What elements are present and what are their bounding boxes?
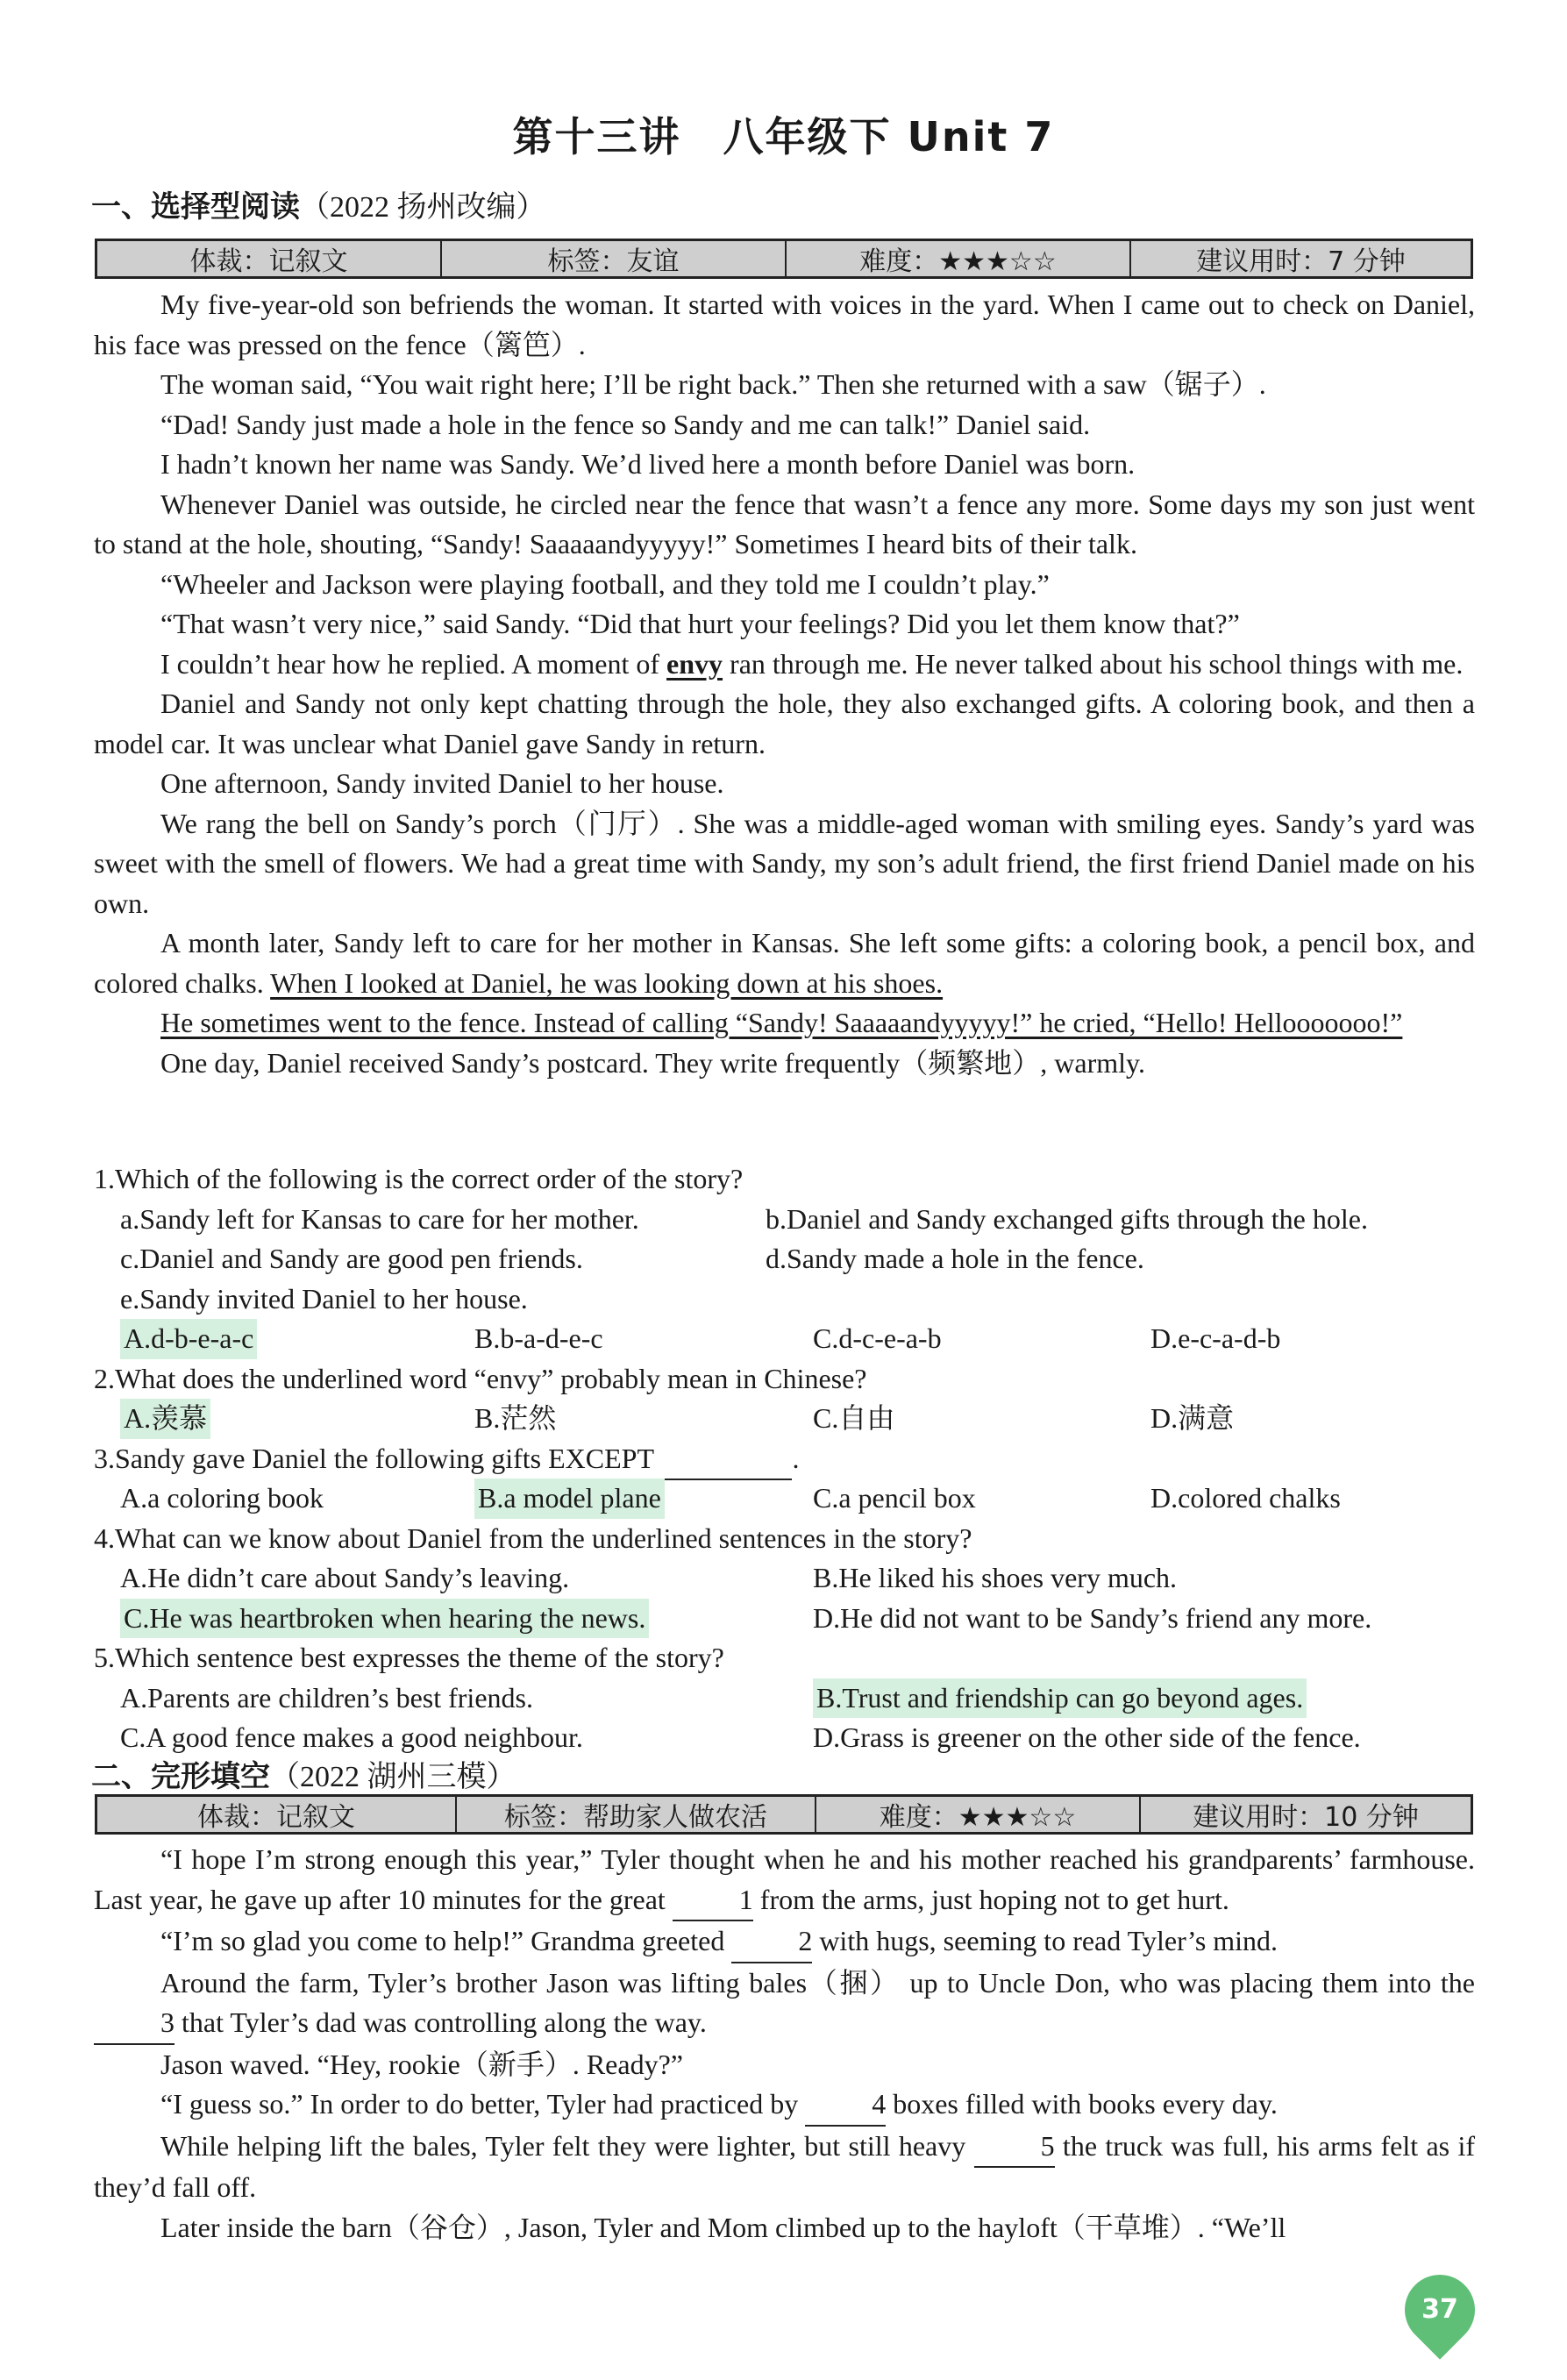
cloze-text: the truck was full, his arms felt as if they’d fall off. [94,2129,1476,2203]
genre-cell: 体裁：记叙文 [97,1797,457,1832]
cloze-text: that Tyler’s dad was controlling along the way. [175,2006,707,2038]
section-1-heading-text: 一、选择型阅读 [91,189,300,224]
q4-option-b[interactable]: B.He liked his shoes very much. [813,1562,1178,1593]
event-b: b.Daniel and Sandy exchanged gifts through the hole. [766,1202,1368,1235]
question-stem: 4.What can we know about Daniel from the underlined sentences in the story? [94,1521,972,1554]
underlined-word-envy: envy [666,647,723,680]
section-1-infobar [95,239,1473,279]
q2-option-a[interactable]: A.羡慕 [120,1399,210,1439]
q2-option-d[interactable]: D.满意 [1150,1402,1235,1434]
event-d: d.Sandy made a hole in the fence. [766,1243,1144,1274]
question-stem: 3.Sandy gave Daniel the following gifts EXCEPT [94,1442,654,1474]
difficulty-cell: 难度：★★★☆☆ [787,241,1131,276]
question-stem: 2.What does the underlined word “envy” probably mean in Chinese? [94,1362,867,1394]
passage-paragraph [94,923,1475,1003]
section-1-heading [91,182,546,225]
passage-paragraph: Daniel and Sandy not only kept chatting through the hole, they also exchanged gifts. A coloring book, and then a model car. It was unclear what Daniel gave Sandy in return. [94,688,1475,759]
cloze-paragraph [94,1921,1475,1963]
answer-blank [660,1439,792,1481]
tag-cell: 标签：帮助家人做农活 [457,1797,816,1832]
reading-passage [94,285,1475,1083]
passage-paragraph: We rang the bell on Sandy’s porch（门厅）. She was a middle-aged woman with smiling eyes. Sandy’s yard was sweet with the smell of flowers. We had a great time with Sandy, my son’s adult friend, the first friend Daniel made on his own. [94,807,1475,919]
page-number-badge [1390,2260,1489,2359]
passage-text: A month later, Sandy left to care for her mother in Kansas. She left some gifts: a coloring book, a pencil box, and colored chalks. [94,927,1475,999]
event-c: c.Daniel and Sandy are good pen friends. [120,1243,583,1274]
cloze-text: from the arms, just hoping not to get hurt. [752,1883,1229,1915]
q5-option-c[interactable]: C.A good fence makes a good neighbour. [120,1721,583,1753]
time-cell: 建议用时：7 分钟 [1196,246,1406,277]
cloze-paragraph [94,2127,1475,2208]
q3-option-b[interactable]: B.a model plane [474,1479,665,1519]
cloze-text: While helping lift the bales, Tyler felt they were lighter, but still heavy [160,2129,974,2162]
questions-block: 1.Which of the following is the correct order of the story? a.Sandy left for Kansas to care for her mother. b.Daniel and Sandy exchanged gifts through the hole. c.Daniel and Sandy are good pen friends. d.Sandy made a hole in the fence. e.Sandy invited Daniel to her house. A.d-b-e-a-c B.b-a-d-e-c C.d-c-e-a-b D.e-c-a-d-b 2.What does the underlined word “envy” probably mean in Chinese? A.羡慕 B.茫然 C.自由 D.满意 3.Sandy gave Daniel the following gifts EXCEPT . A.a coloring book B.a model plane C.a pencil box D.colored chalks 4.What can we know about Daniel from the underlined sentences in the story? A.He didn’t care about Sandy’s leaving. B.He liked his shoes very much. C.He was heartbroken when hearing the news. D.He did not want to be Sandy’s friend any more. 5.Which sentence best expresses the theme of the story? A.Parents are children’s best friends. B.Trust and friendship can go beyond ages. C.A good fence makes a good neighbour. D.Grass is greener on the other side of the fence. [94,1159,1475,1758]
q2-option-c[interactable]: C.自由 [813,1402,895,1434]
cloze-text: boxes filled with books every day. [886,2088,1278,2120]
q5-option-b[interactable]: B.Trust and friendship can go beyond ages. [813,1678,1307,1719]
cloze-passage [94,1840,1475,2248]
passage-text: ran through me. He never talked about his school things with me. [723,647,1464,680]
event-a: a.Sandy left for Kansas to care for her mother. [120,1202,639,1235]
passage-paragraph: One day, Daniel received Sandy’s postcard. They write frequently（频繁地）, warmly. [160,1046,1145,1079]
q1-option-b[interactable]: B.b-a-d-e-c [474,1322,603,1354]
section-2-infobar [95,1794,1473,1835]
time-cell: 建议用时：10 分钟 [1193,1802,1419,1833]
cloze-paragraph [94,1840,1475,1921]
cloze-text: “I hope I’m strong enough this year,” Tyler thought when he and his mother reached his grandparents’ farmhouse. Last year, he gave up after 10 minutes for the great [94,1843,1475,1915]
genre-cell: 体裁：记叙文 [97,241,442,276]
passage-paragraph: “Dad! Sandy just made a hole in the fence so Sandy and me can talk!” Daniel said. [160,408,1091,440]
cloze-paragraph [94,1963,1475,2045]
passage-paragraph: The woman said, “You wait right here; I’ll be right back.” Then she returned with a saw（锯子）. [160,368,1266,400]
cloze-text: Around the farm, Tyler’s brother Jason was lifting bales（捆） up to Uncle Don, who was placing them into the [160,1966,1475,1999]
passage-paragraph: One afternoon, Sandy invited Daniel to her house. [160,767,724,799]
cloze-paragraph: Jason waved. “Hey, rookie（新手）. Ready?” [160,2048,683,2080]
cloze-blank-2[interactable]: 2 [731,1921,812,1963]
cloze-paragraph [94,2084,1475,2127]
passage-paragraph: Whenever Daniel was outside, he circled near the fence that wasn’t a fence any more. Some days my son just went to stand at the hole, shouting, “Sandy! Saaaaandyyyyy!” Sometimes I heard bits of their talk. [94,488,1475,559]
cloze-blank-3[interactable]: 3 [94,2003,175,2045]
cloze-blank-5[interactable]: 5 [974,2127,1055,2169]
q1-option-c[interactable]: C.d-c-e-a-b [813,1322,942,1354]
cloze-text: “I guess so.” In order to do better, Tyler had practiced by [160,2088,806,2120]
cloze-blank-4[interactable]: 4 [805,2084,886,2127]
q3-option-c[interactable]: C.a pencil box [813,1482,976,1514]
section-2-heading-text: 二、完形填空 [91,1759,270,1794]
q3-option-a[interactable]: A.a coloring book [120,1482,324,1514]
page-title: 第十三讲 八年级下 Unit 7 [512,113,1055,160]
passage-paragraph: “That wasn’t very nice,” said Sandy. “Did that hurt your feelings? Did you let them know that?” [160,608,1240,639]
section-2-heading [91,1752,516,1795]
tag-cell: 标签：友谊 [442,241,787,276]
cloze-blank-1[interactable]: 1 [673,1880,753,1922]
section-1-source: （2022 扬州改编） [300,191,546,224]
q4-option-a[interactable]: A.He didn’t care about Sandy’s leaving. [120,1562,570,1593]
cloze-text: “I’m so glad you come to help!” Grandma greeted [160,1925,732,1956]
question-stem: 1.Which of the following is the correct order of the story? [94,1163,744,1194]
passage-paragraph: My five-year-old son befriends the woman. It started with voices in the yard. When I came out to check on Daniel, his face was pressed on the fence（篱笆）. [94,289,1475,360]
passage-paragraph: I hadn’t known her name was Sandy. We’d lived here a month before Daniel was born. [160,448,1136,480]
q5-option-d[interactable]: D.Grass is greener on the other side of the fence. [813,1721,1361,1753]
passage-paragraph: “Wheeler and Jackson were playing football, and they told me I couldn’t play.” [160,567,1050,600]
section-2-source: （2022 湖州三模） [270,1761,516,1793]
q1-option-a[interactable]: A.d-b-e-a-c [120,1319,257,1359]
q2-option-b[interactable]: B.茫然 [474,1402,557,1434]
passage-text: I couldn’t hear how he replied. A moment of [160,647,667,680]
cloze-paragraph: Later inside the barn（谷仓）, Jason, Tyler and Mom climbed up to the hayloft（干草堆）. “We’ll [160,2211,1286,2243]
question-stem: 5.Which sentence best expresses the theme of the story? [94,1642,724,1673]
difficulty-cell: 难度：★★★☆☆ [816,1797,1141,1832]
q1-option-d[interactable]: D.e-c-a-d-b [1150,1322,1281,1354]
q4-option-d[interactable]: D.He did not want to be Sandy’s friend any more. [813,1601,1372,1634]
underlined-sentence: When I looked at Daniel, he was looking down at his shoes. [270,966,944,999]
page-number: 37 [1421,2294,1458,2325]
event-e: e.Sandy invited Daniel to her house. [120,1282,528,1315]
passage-paragraph [94,1003,1475,1044]
q5-option-a[interactable]: A.Parents are children’s best friends. [120,1681,533,1714]
q3-option-d[interactable]: D.colored chalks [1150,1482,1341,1514]
underlined-sentence: He sometimes went to the fence. Instead of calling “Sandy! Saaaaandyyyyy!” he cried, “Hello! Hellooooooo!” [160,1007,1403,1038]
passage-paragraph [94,645,1475,685]
cloze-text: with hugs, seeming to read Tyler’s mind. [812,1925,1279,1956]
q4-option-c[interactable]: C.He was heartbroken when hearing the news. [120,1599,649,1639]
